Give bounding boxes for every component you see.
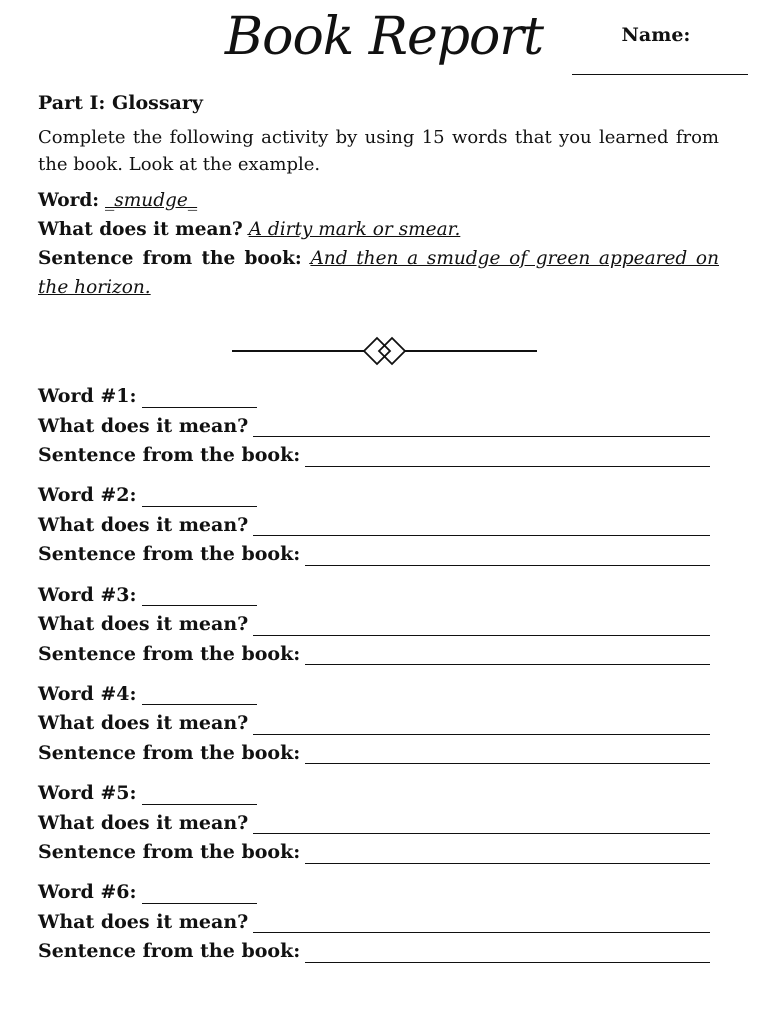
- glossary-entry: [38, 584, 710, 683]
- word-label: Word #4:: [38, 682, 137, 705]
- word-blank-line[interactable]: [142, 902, 257, 904]
- sentence-blank-line[interactable]: [305, 862, 710, 864]
- word-row: [38, 584, 710, 614]
- meaning-blank-line[interactable]: [253, 435, 710, 437]
- meaning-blank-line[interactable]: [253, 634, 710, 636]
- word-label: Word #5:: [38, 782, 137, 805]
- word-row: [38, 484, 710, 514]
- example-meaning-label: What does it mean?: [38, 219, 243, 240]
- example-meaning-row: [38, 215, 719, 244]
- sentence-blank-line[interactable]: [305, 465, 710, 467]
- sentence-row: [38, 444, 710, 474]
- meaning-blank-line[interactable]: [253, 931, 710, 933]
- word-blank-line[interactable]: [142, 803, 257, 805]
- name-blank-line[interactable]: [572, 74, 748, 75]
- word-row: [38, 683, 710, 713]
- glossary-entry: [38, 782, 710, 881]
- glossary-entry: [38, 881, 710, 980]
- meaning-row: [38, 613, 710, 643]
- word-row: [38, 782, 710, 812]
- sentence-label: Sentence from the book:: [38, 642, 301, 665]
- sentence-row: [38, 841, 710, 871]
- word-label: Word #1:: [38, 385, 137, 407]
- glossary-entries: [38, 385, 710, 981]
- word-blank-line[interactable]: [142, 703, 257, 705]
- name-label: Name:: [621, 24, 691, 46]
- section-title: Part I: Glossary: [38, 92, 203, 114]
- glossary-entry: [38, 683, 710, 782]
- meaning-row: [38, 712, 710, 742]
- word-row: [38, 881, 710, 911]
- sentence-blank-line[interactable]: [305, 762, 710, 764]
- word-label: Word #6:: [38, 881, 137, 904]
- meaning-label: What does it mean?: [38, 414, 249, 437]
- instructions-text: Complete the following activity by using 15 words that you learned from the book. Look at the example.: [38, 127, 719, 175]
- example-block: [38, 186, 719, 302]
- meaning-label: What does it mean?: [38, 811, 249, 834]
- example-word-label: Word:: [38, 190, 100, 211]
- sentence-row: [38, 742, 710, 772]
- meaning-blank-line[interactable]: [253, 534, 710, 536]
- example-sentence-value: And then a smudge of green appeared on the horizon.: [38, 248, 719, 298]
- sentence-blank-line[interactable]: [305, 961, 710, 963]
- example-word-value: _smudge_: [105, 190, 198, 211]
- meaning-label: What does it mean?: [38, 513, 249, 536]
- meaning-row: [38, 911, 710, 941]
- word-label: Word #3:: [38, 583, 137, 606]
- glossary-entry: [38, 385, 710, 484]
- meaning-label: What does it mean?: [38, 910, 249, 933]
- ornament-divider: [232, 334, 537, 368]
- page-title: Book Report: [224, 7, 544, 67]
- sentence-label: Sentence from the book:: [38, 841, 301, 864]
- glossary-entry: [38, 484, 710, 583]
- example-meaning-value: A dirty mark or smear.: [248, 219, 461, 240]
- meaning-row: [38, 812, 710, 842]
- meaning-row: [38, 514, 710, 544]
- meaning-label: What does it mean?: [38, 613, 249, 636]
- example-sentence-row: [38, 244, 719, 302]
- sentence-row: [38, 543, 710, 573]
- word-blank-line[interactable]: [142, 505, 257, 507]
- sentence-blank-line[interactable]: [305, 564, 710, 566]
- sentence-label: Sentence from the book:: [38, 543, 301, 566]
- example-sentence-label: Sentence from the book:: [38, 248, 302, 269]
- example-word-row: [38, 186, 719, 215]
- meaning-label: What does it mean?: [38, 712, 249, 735]
- word-blank-line[interactable]: [142, 604, 257, 606]
- meaning-row: [38, 415, 710, 445]
- meaning-blank-line[interactable]: [253, 832, 710, 834]
- sentence-row: [38, 643, 710, 673]
- sentence-label: Sentence from the book:: [38, 741, 301, 764]
- sentence-label: Sentence from the book:: [38, 444, 301, 466]
- sentence-row: [38, 940, 710, 970]
- sentence-blank-line[interactable]: [305, 663, 710, 665]
- diamond-icon: [364, 338, 405, 364]
- word-blank-line[interactable]: [142, 406, 257, 408]
- name-field[interactable]: [572, 24, 748, 46]
- word-label: Word #2:: [38, 484, 137, 507]
- word-row: [38, 385, 710, 415]
- sentence-label: Sentence from the book:: [38, 940, 301, 963]
- meaning-blank-line[interactable]: [253, 733, 710, 735]
